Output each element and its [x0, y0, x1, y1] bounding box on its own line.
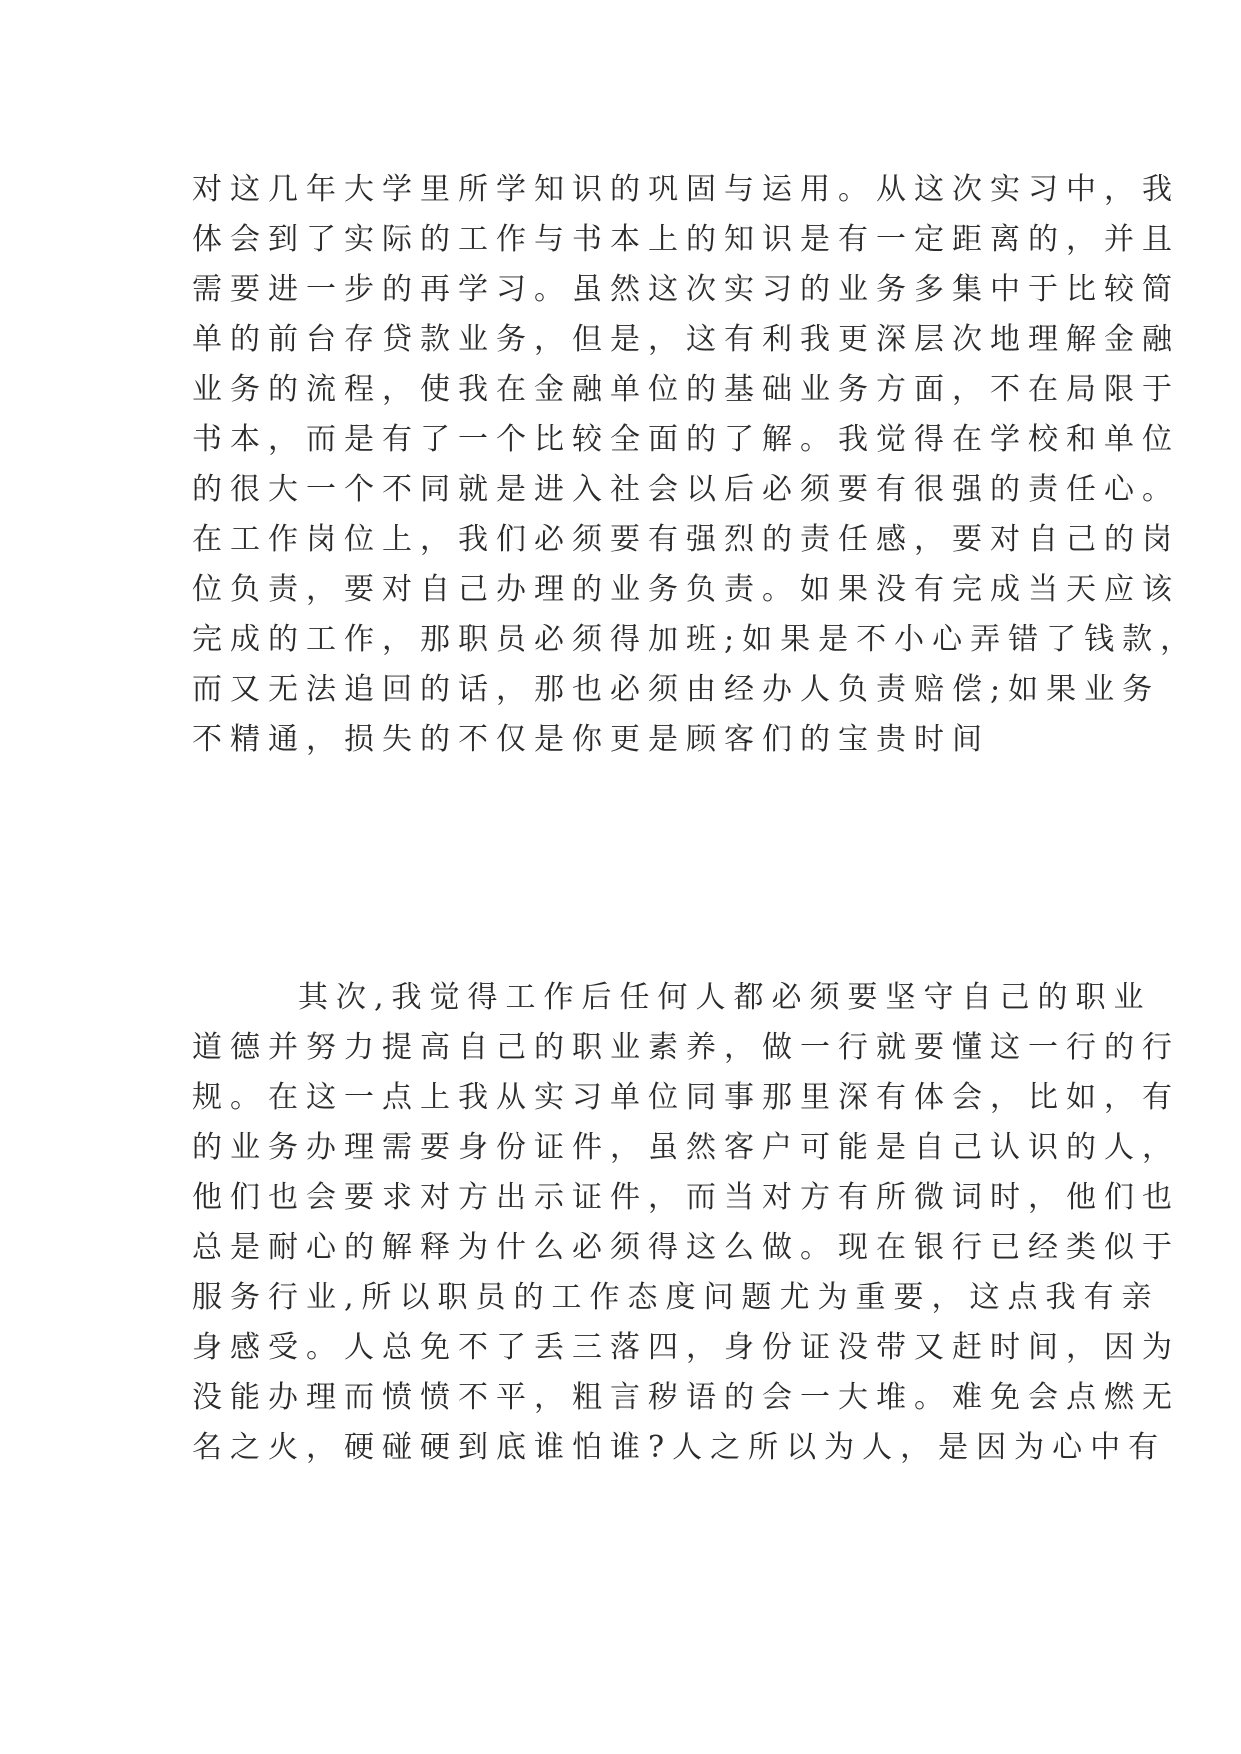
text-line: 身感受。人总免不了丢三落四，身份证没带又赶时间，因为	[192, 1330, 1180, 1365]
text-line-indented: 其次,我觉得工作后任何人都必须要坚守自己的职业	[298, 980, 1152, 1015]
text-line: 业务的流程，使我在金融单位的基础业务方面，不在局限于	[192, 372, 1180, 407]
paragraph-2	[192, 973, 1180, 1473]
text-line: 道德并努力提高自己的职业素养，做一行就要懂这一行的行	[192, 1030, 1180, 1065]
text-line: 对这几年大学里所学知识的巩固与运用。从这次实习中，我	[192, 172, 1180, 207]
text-line: 单的前台存贷款业务，但是，这有利我更深层次地理解金融	[192, 322, 1180, 357]
text-line: 的业务办理需要身份证件，虽然客户可能是自己认识的人，	[192, 1130, 1180, 1165]
text-line: 的很大一个不同就是进入社会以后必须要有很强的责任心。	[192, 472, 1180, 507]
text-line: 他们也会要求对方出示证件，而当对方有所微词时，他们也	[192, 1180, 1180, 1215]
text-line: 没能办理而愤愤不平，粗言秽语的会一大堆。难免会点燃无	[192, 1380, 1180, 1415]
text-line: 不精通，损失的不仅是你更是顾客们的宝贵时间	[192, 722, 990, 757]
text-line: 而又无法追回的话，那也必须由经办人负责赔偿;如果业务	[192, 672, 1161, 707]
text-line: 名之火，硬碰硬到底谁怕谁?人之所以为人，是因为心中有	[192, 1430, 1167, 1465]
text-line: 总是耐心的解释为什么必须得这么做。现在银行已经类似于	[192, 1230, 1180, 1265]
text-line: 体会到了实际的工作与书本上的知识是有一定距离的，并且	[192, 222, 1180, 257]
paragraph-1	[192, 165, 1198, 765]
text-line: 在工作岗位上，我们必须要有强烈的责任感，要对自己的岗	[192, 522, 1180, 557]
text-line: 规。在这一点上我从实习单位同事那里深有体会，比如，有	[192, 1080, 1180, 1115]
text-line: 服务行业,所以职员的工作态度问题尤为重要，这点我有亲	[192, 1280, 1160, 1315]
text-line: 书本，而是有了一个比较全面的了解。我觉得在学校和单位	[192, 422, 1180, 457]
text-line: 需要进一步的再学习。虽然这次实习的业务多集中于比较简	[192, 272, 1180, 307]
text-line: 位负责，要对自己办理的业务负责。如果没有完成当天应该	[192, 572, 1180, 607]
text-line: 完成的工作，那职员必须得加班;如果是不小心弄错了钱款，	[192, 622, 1199, 657]
